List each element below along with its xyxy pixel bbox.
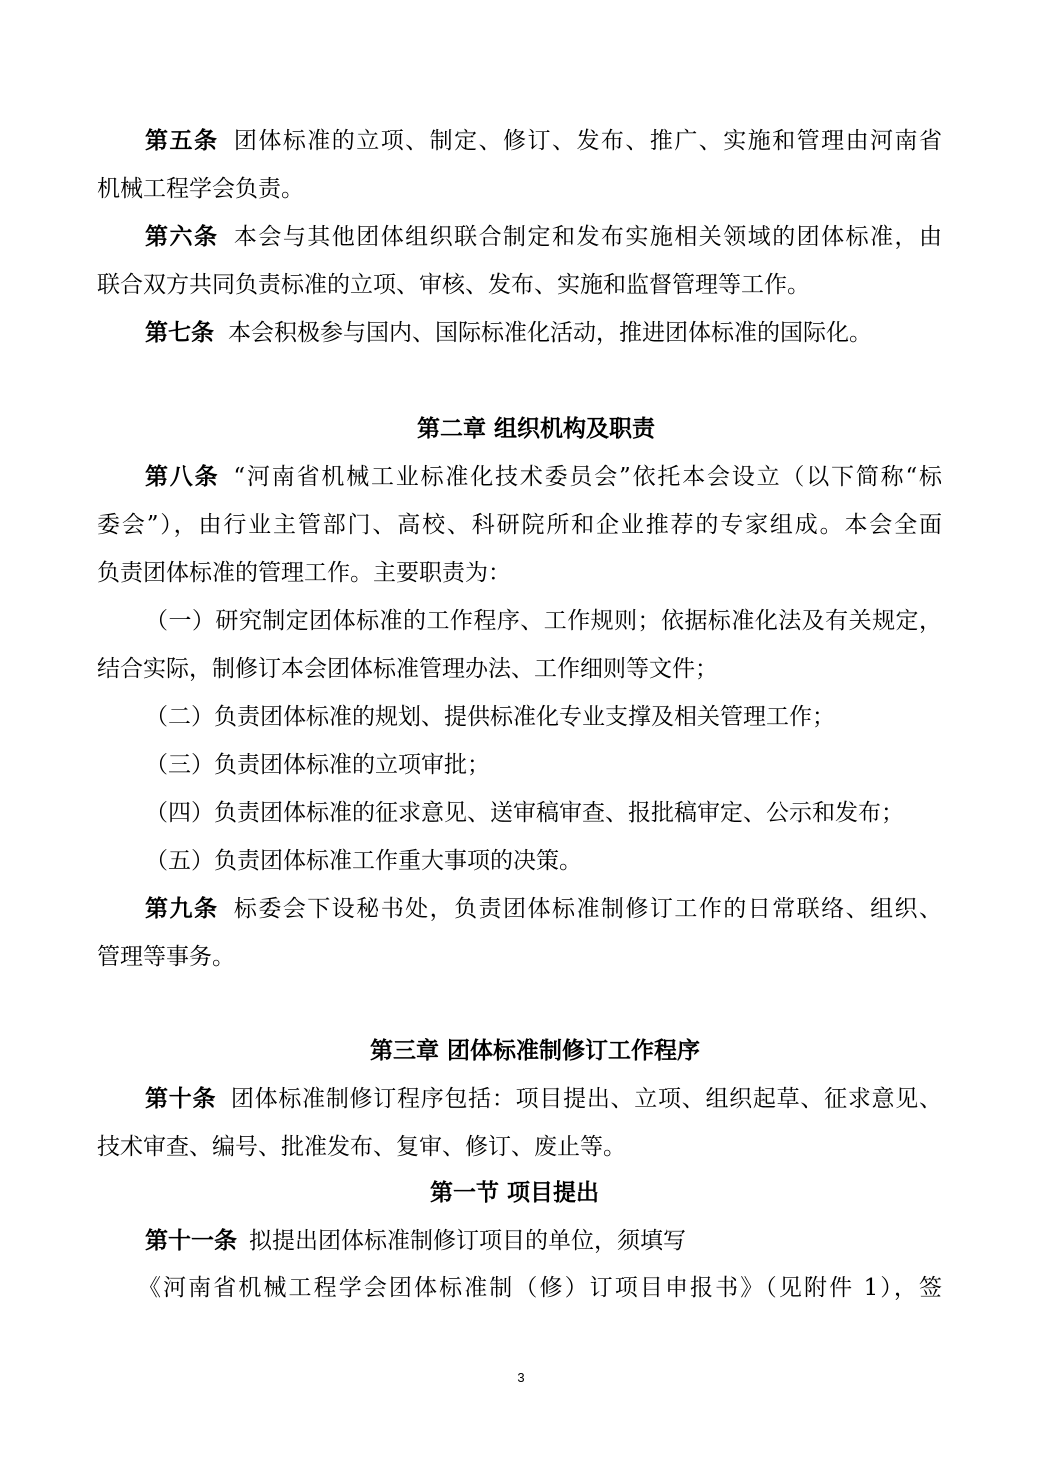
article-7-label: 第七条 [145,319,214,346]
article-9-text-1: 标委会下设秘书处，负责团体标准制修订工作的日常联络、组织、 [232,896,942,922]
duty-item-4: （四）负责团体标准的征求意见、送审稿审查、报批稿审定、公示和发布； [145,800,904,826]
article-10-line-2: 技术审查、编号、批准发布、复审、修订、废止等。 [97,1134,626,1160]
duty-item-1-line-1: （一）研究制定团体标准的工作程序、工作规则；依据标准化法及有关规定， [145,608,942,634]
article-8-label: 第八条 [145,463,220,490]
article-7-line-1 [145,318,872,348]
article-11-line-2: 《河南省机械工程学会团体标准制（修）订项目申报书》（见附件 1），签 [138,1275,942,1301]
page-number: 3 [517,1370,525,1385]
article-6-line-2: 联合双方共同负责标准的立项、审核、发布、实施和监督管理等工作。 [97,272,810,298]
duty-item-3: （三）负责团体标准的立项审批； [145,752,490,778]
article-7-text-1: 本会积极参与国内、国际标准化活动，推进团体标准的国际化。 [228,320,872,346]
duty-item-2: （二）负责团体标准的规划、提供标准化专业支撑及相关管理工作； [145,704,835,730]
article-10-label: 第十条 [145,1085,217,1112]
article-6-text-1: 本会与其他团体组织联合制定和发布实施相关领域的团体标准，由 [232,224,942,250]
article-11-text-1: 拟提出团体标准制修订项目的单位，须填写 [249,1228,686,1254]
article-8-text-1: “河南省机械工业标准化技术委员会”依托本会设立（以下简称“标 [233,464,943,490]
article-11-label: 第十一条 [145,1227,237,1254]
article-5-label: 第五条 [145,127,219,154]
duty-item-1-line-2: 结合实际，制修订本会团体标准管理办法、工作细则等文件； [97,656,718,682]
article-11-line-1 [145,1226,686,1256]
article-10-text-1: 团体标准制修订程序包括：项目提出、立项、组织起草、征求意见、 [230,1086,943,1112]
article-5-line-2: 机械工程学会负责。 [97,176,304,202]
article-10-line-1 [145,1084,942,1114]
article-8-line-2: 委会”），由行业主管部门、高校、科研院所和企业推荐的专家组成。本会全面 [97,512,942,538]
article-9-label: 第九条 [145,895,219,922]
duty-item-5: （五）负责团体标准工作重大事项的决策。 [145,848,582,874]
article-6-label: 第六条 [145,223,219,250]
article-9-line-2: 管理等事务。 [97,944,235,970]
article-8-line-1 [145,462,942,492]
article-5-text-1: 团体标准的立项、制定、修订、发布、推广、实施和管理由河南省 [232,128,942,154]
article-5-line-1 [145,126,942,156]
article-9-line-1 [145,894,942,924]
article-8-line-3: 负责团体标准的管理工作。主要职责为： [97,560,511,586]
article-6-line-1 [145,222,942,252]
